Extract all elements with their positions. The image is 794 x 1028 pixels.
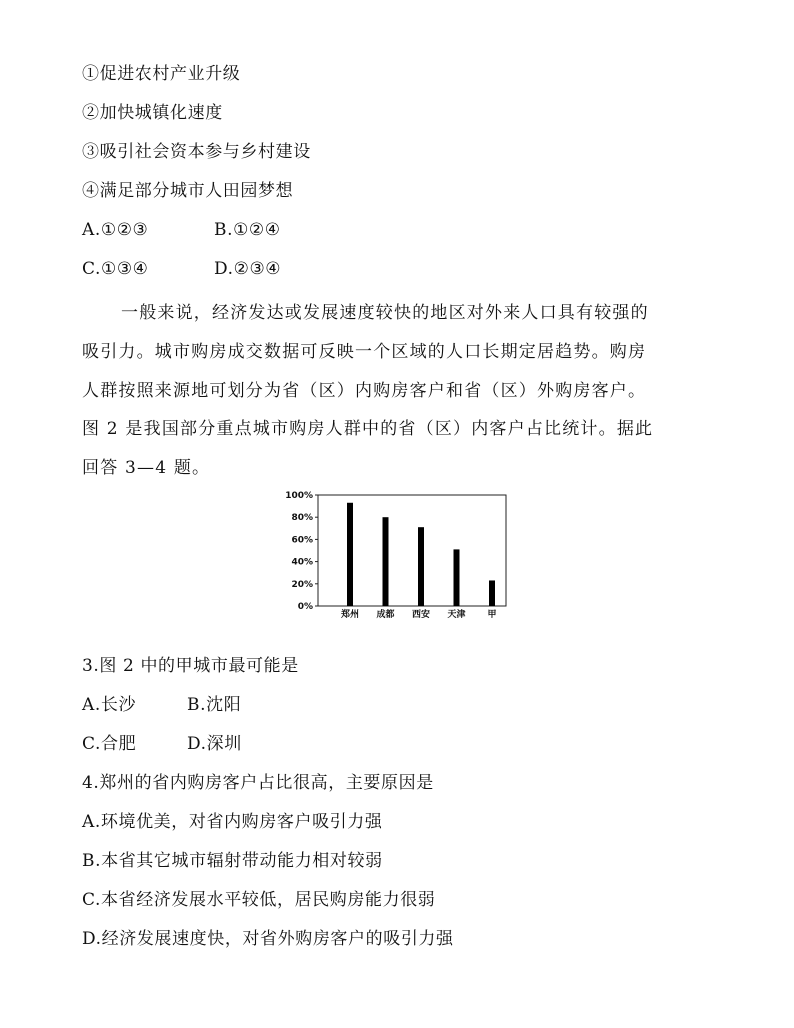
statement-1: ①促进农村产业升级 [82, 64, 241, 84]
plot-frame [318, 495, 506, 606]
x-tick-label: 成都 [376, 610, 395, 620]
statement-4: ④满足部分城市人田园梦想 [82, 181, 294, 201]
q4-option-c: C.本省经济发展水平较低，居民购房能力很弱 [82, 890, 436, 910]
bar-chart-svg [280, 486, 510, 626]
intro-line-3: 人群按照来源地可划分为省（区）内购房客户和省（区）外购房客户。 [82, 381, 647, 401]
x-tick-label: 西安 [411, 610, 431, 620]
y-tick-label: 80% [291, 513, 313, 524]
prev-option-d: D.②③④ [214, 259, 282, 279]
intro-line-2: 吸引力。城市购房成交数据可反映一个区域的人口长期定居趋势。购房 [82, 342, 647, 362]
y-tick-label: 40% [291, 557, 313, 568]
q4-option-b: B.本省其它城市辐射带动能力相对较弱 [82, 851, 383, 871]
bar [347, 503, 353, 606]
y-tick-label: 100% [285, 491, 313, 501]
q3-option-a: A.长沙 [82, 695, 137, 715]
intro-line-5: 回答 3—4 题。 [82, 458, 211, 478]
y-tick-label: 60% [291, 535, 313, 546]
bar [454, 549, 460, 606]
bar [418, 527, 424, 606]
x-tick-label: 天津 [447, 610, 466, 620]
statement-3: ③吸引社会资本参与乡村建设 [82, 142, 311, 162]
statement-2: ②加快城镇化速度 [82, 103, 223, 123]
q4-stem: 4.郑州的省内购房客户占比很高，主要原因是 [82, 773, 434, 793]
prev-option-c: C.①③④ [82, 259, 149, 279]
x-tick-label: 郑州 [340, 610, 360, 620]
y-tick-label: 20% [291, 579, 313, 590]
intro-line-1: 一般来说，经济发达或发展速度较快的地区对外来人口具有较强的 [121, 303, 649, 323]
y-tick-label: 0% [297, 602, 313, 612]
bar [489, 580, 495, 606]
q4-option-a: A.环境优美，对省内购房客户吸引力强 [82, 812, 383, 832]
q3-stem: 3.图 2 中的甲城市最可能是 [82, 656, 299, 676]
prev-option-a: A.①②③ [82, 220, 149, 240]
bar-chart [280, 486, 510, 626]
q3-option-b: B.沈阳 [187, 695, 242, 715]
bar [383, 517, 389, 606]
q3-option-d: D.深圳 [187, 734, 242, 754]
prev-option-b: B.①②④ [214, 220, 281, 240]
intro-line-4: 图 2 是我国部分重点城市购房人群中的省（区）内客户占比统计。据此 [82, 419, 654, 439]
q4-option-d: D.经济发展速度快，对省外购房客户的吸引力强 [82, 929, 454, 949]
x-tick-label: 甲 [487, 610, 497, 620]
q3-option-c: C.合肥 [82, 734, 137, 754]
